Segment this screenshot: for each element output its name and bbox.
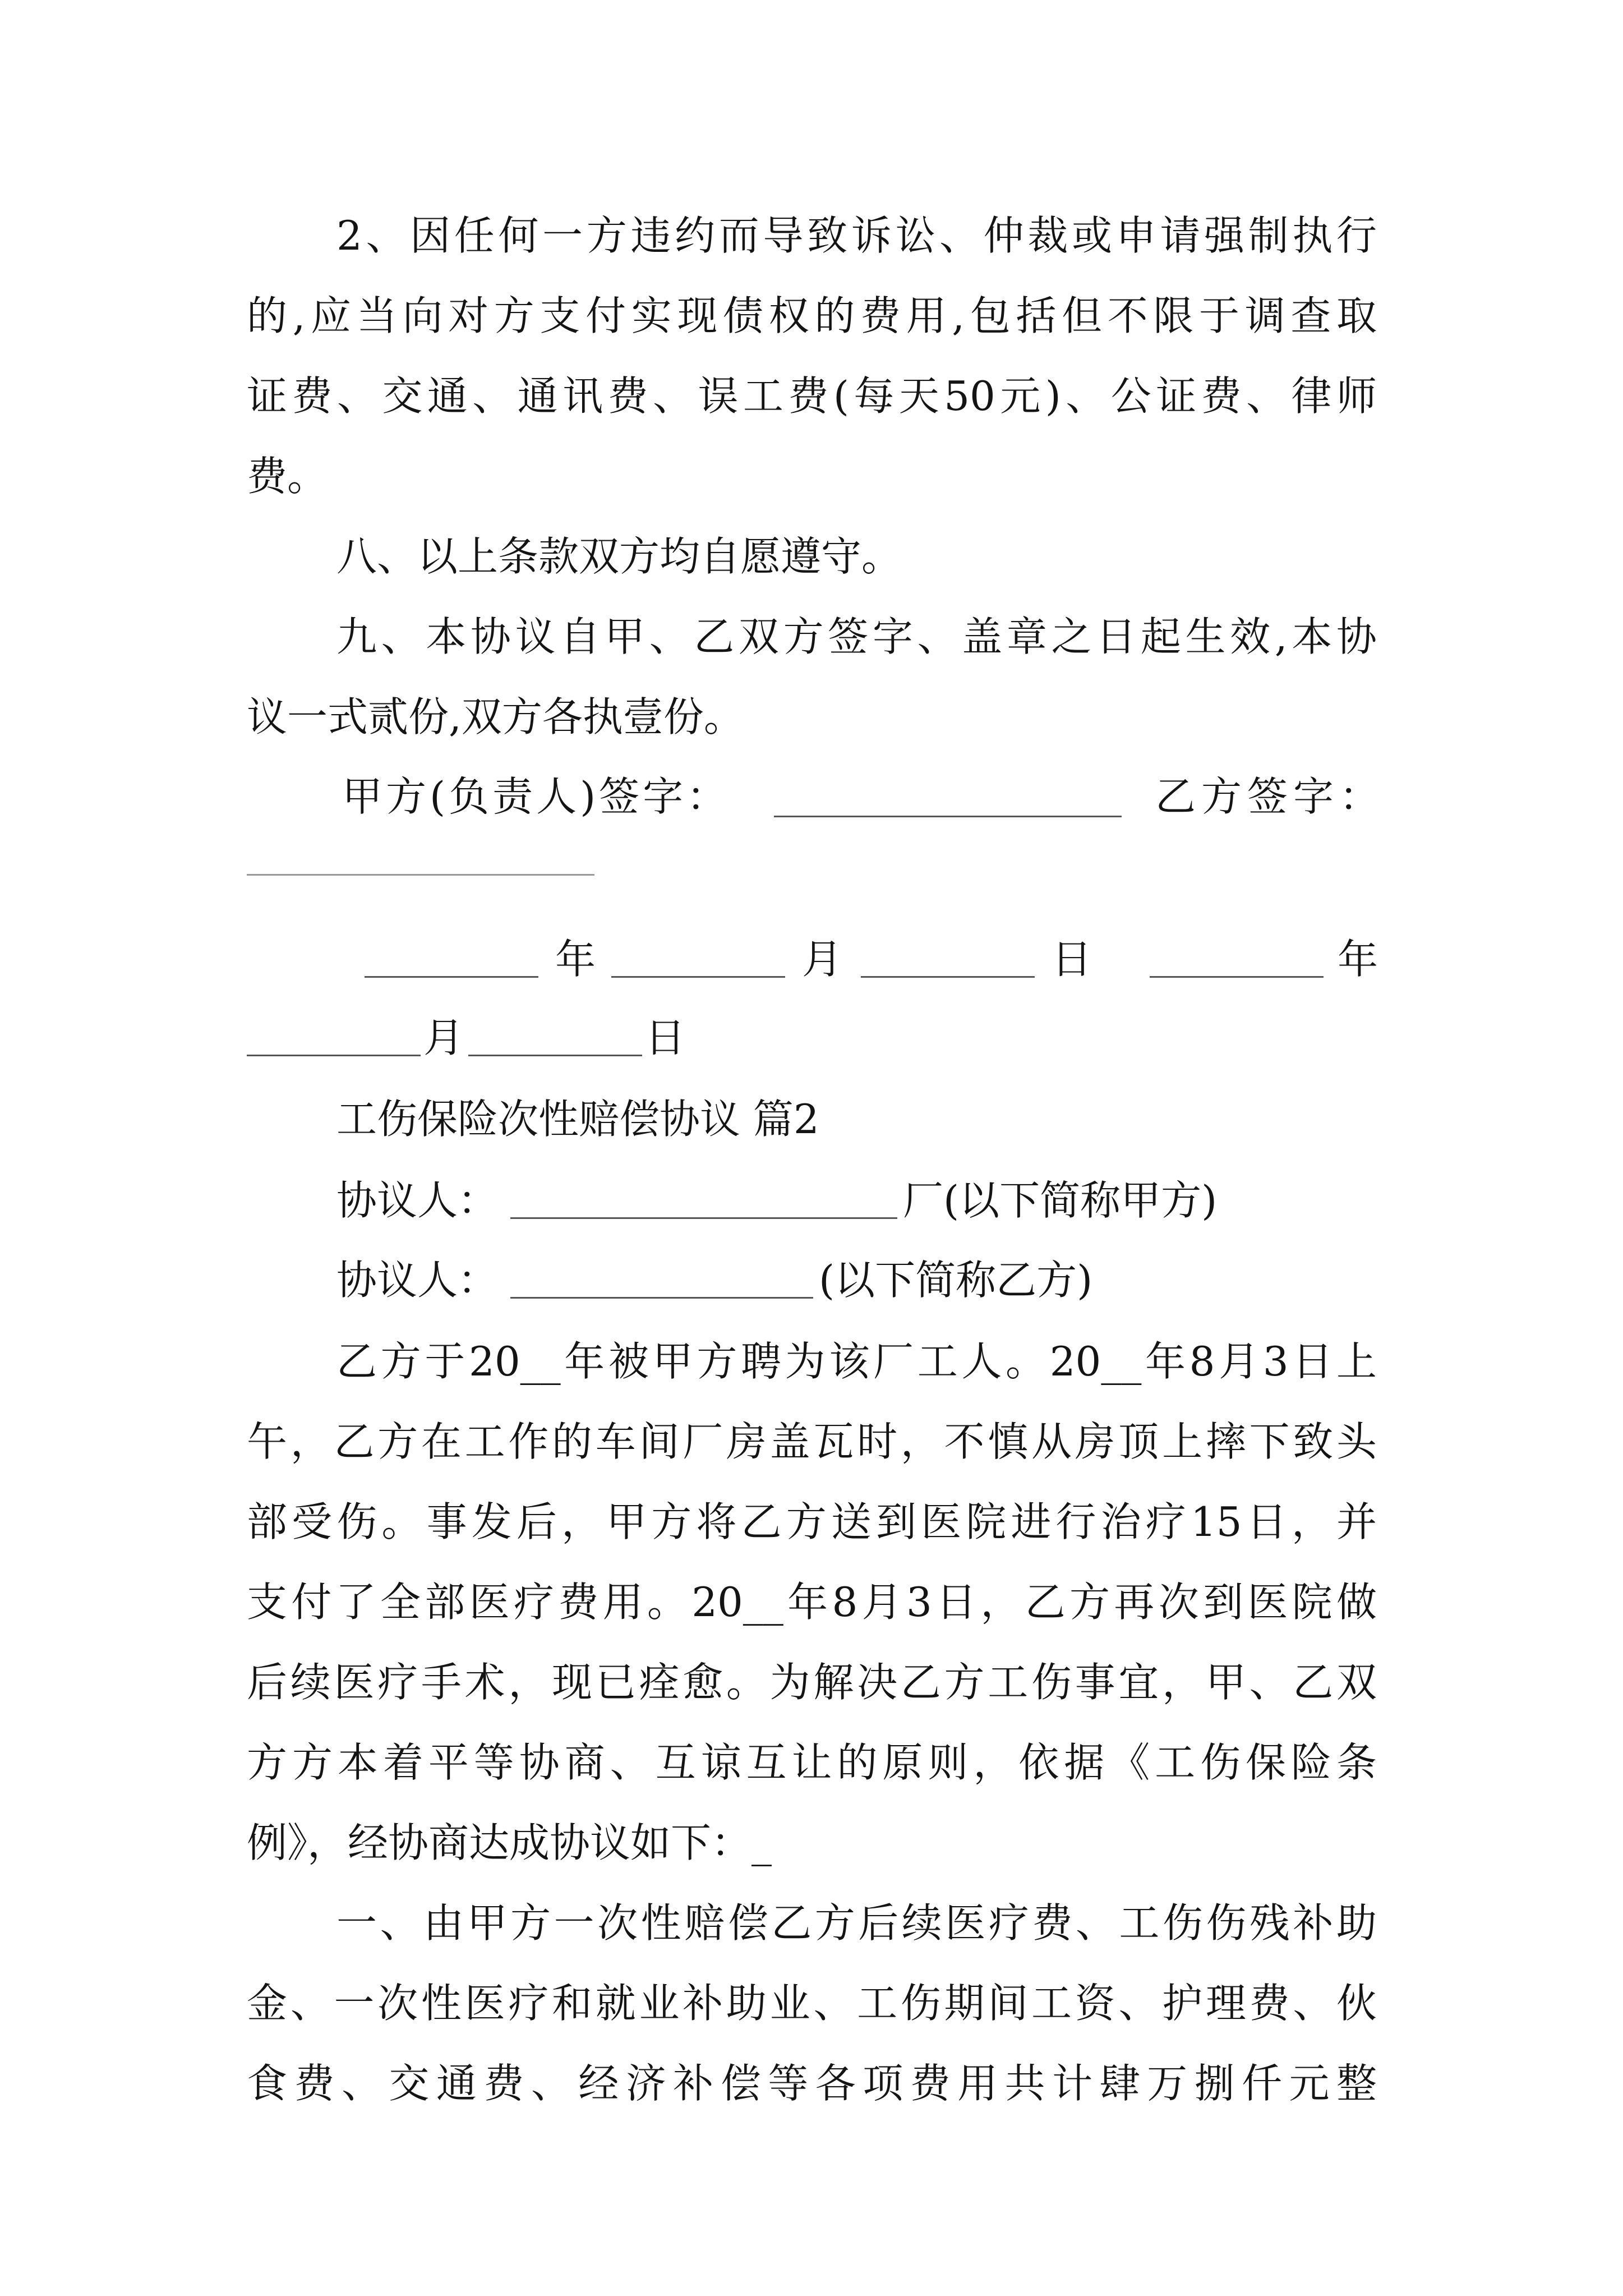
- date-line-2: [247, 1010, 1377, 1066]
- month-blank-2: [247, 1014, 421, 1056]
- section-title: 工伤保险次性赔偿协议 篇2: [336, 1096, 819, 1143]
- party-2-label: 协议人：: [336, 1257, 499, 1304]
- party-b-signature-label: 乙方签字：: [1155, 773, 1386, 820]
- paragraph-line: 方方本着平等协商、互谅互让的原则，依据《工伤保险条: [247, 1739, 1377, 1786]
- year-blank-2: [1150, 936, 1324, 978]
- paragraph-line: 证费、交通、通讯费、误工费(每天50元)、公证费、律师: [247, 372, 1377, 420]
- party-2-suffix: (以下简称乙方): [819, 1257, 1093, 1304]
- party-1-line: [336, 1172, 1377, 1228]
- paragraph-line: 部受伤。事发后，甲方将乙方送到医院进行治疗15日，并: [247, 1498, 1377, 1545]
- party-2-line: [336, 1252, 1377, 1308]
- paragraph-line: 支付了全部医疗费用。20__年8月3日，乙方再次到医院做: [247, 1579, 1377, 1626]
- year-blank: [365, 936, 538, 978]
- party-a-signature-label: 甲方(负责人)签字：: [342, 773, 731, 820]
- party-2-blank: [510, 1257, 813, 1299]
- paragraph-line: 食费、交通费、经济补偿等各项费用共计肆万捌仟元整: [247, 2060, 1377, 2107]
- day-label-2: 日: [645, 1014, 686, 1061]
- date-line: [247, 931, 1377, 987]
- month-label-2: 月: [423, 1014, 464, 1061]
- paragraph-line: 2、因任何一方违约而导致诉讼、仲裁或申请强制执行: [336, 212, 1377, 259]
- signature-blank-line: [247, 830, 1377, 886]
- day-label: 日: [1052, 936, 1092, 983]
- party-1-suffix: 厂(以下简称甲方): [903, 1177, 1218, 1224]
- day-blank: [861, 936, 1035, 978]
- paragraph-line: 的,应当向对方支付实现债权的费用,包括但不限于调查取: [247, 292, 1377, 339]
- signature-line: [247, 769, 1386, 825]
- party-a-signature-blank: [774, 775, 1122, 817]
- month-blank: [611, 936, 785, 978]
- paragraph-line: 例》，经协商达成协议如下：_: [247, 1819, 772, 1866]
- paragraph-line: 后续医疗手术，现已痊愈。为解决乙方工伤事宜，甲、乙双: [247, 1659, 1377, 1706]
- year-label: 年: [555, 936, 596, 983]
- party-1-label: 协议人：: [336, 1177, 499, 1224]
- paragraph-line: 午，乙方在工作的车间厂房盖瓦时，不慎从房顶上摔下致头: [247, 1418, 1377, 1465]
- party-1-blank: [510, 1177, 897, 1219]
- clause-one: 一、由甲方一次性赔偿乙方后续医疗费、工伤伤残补助: [336, 1899, 1377, 1947]
- clause-nine: 九、本协议自甲、乙双方签字、盖章之日起生效,本协: [336, 613, 1377, 660]
- month-label: 月: [802, 936, 843, 983]
- paragraph-line: 议一式贰份,双方各执壹份。: [247, 693, 744, 740]
- day-blank-2: [468, 1014, 642, 1056]
- paragraph-line: 金、一次性医疗和就业补助业、工伤期间工资、护理费、伙: [247, 1980, 1377, 2027]
- party-b-signature-blank: [247, 834, 594, 876]
- paragraph-line: 费。: [247, 453, 328, 500]
- paragraph-line: 乙方于20__年被甲方聘为该厂工人。20__年8月3日上: [336, 1338, 1377, 1385]
- year-label-2: 年: [1338, 936, 1378, 983]
- clause-eight: 八、以上条款双方均自愿遵守。: [336, 533, 902, 580]
